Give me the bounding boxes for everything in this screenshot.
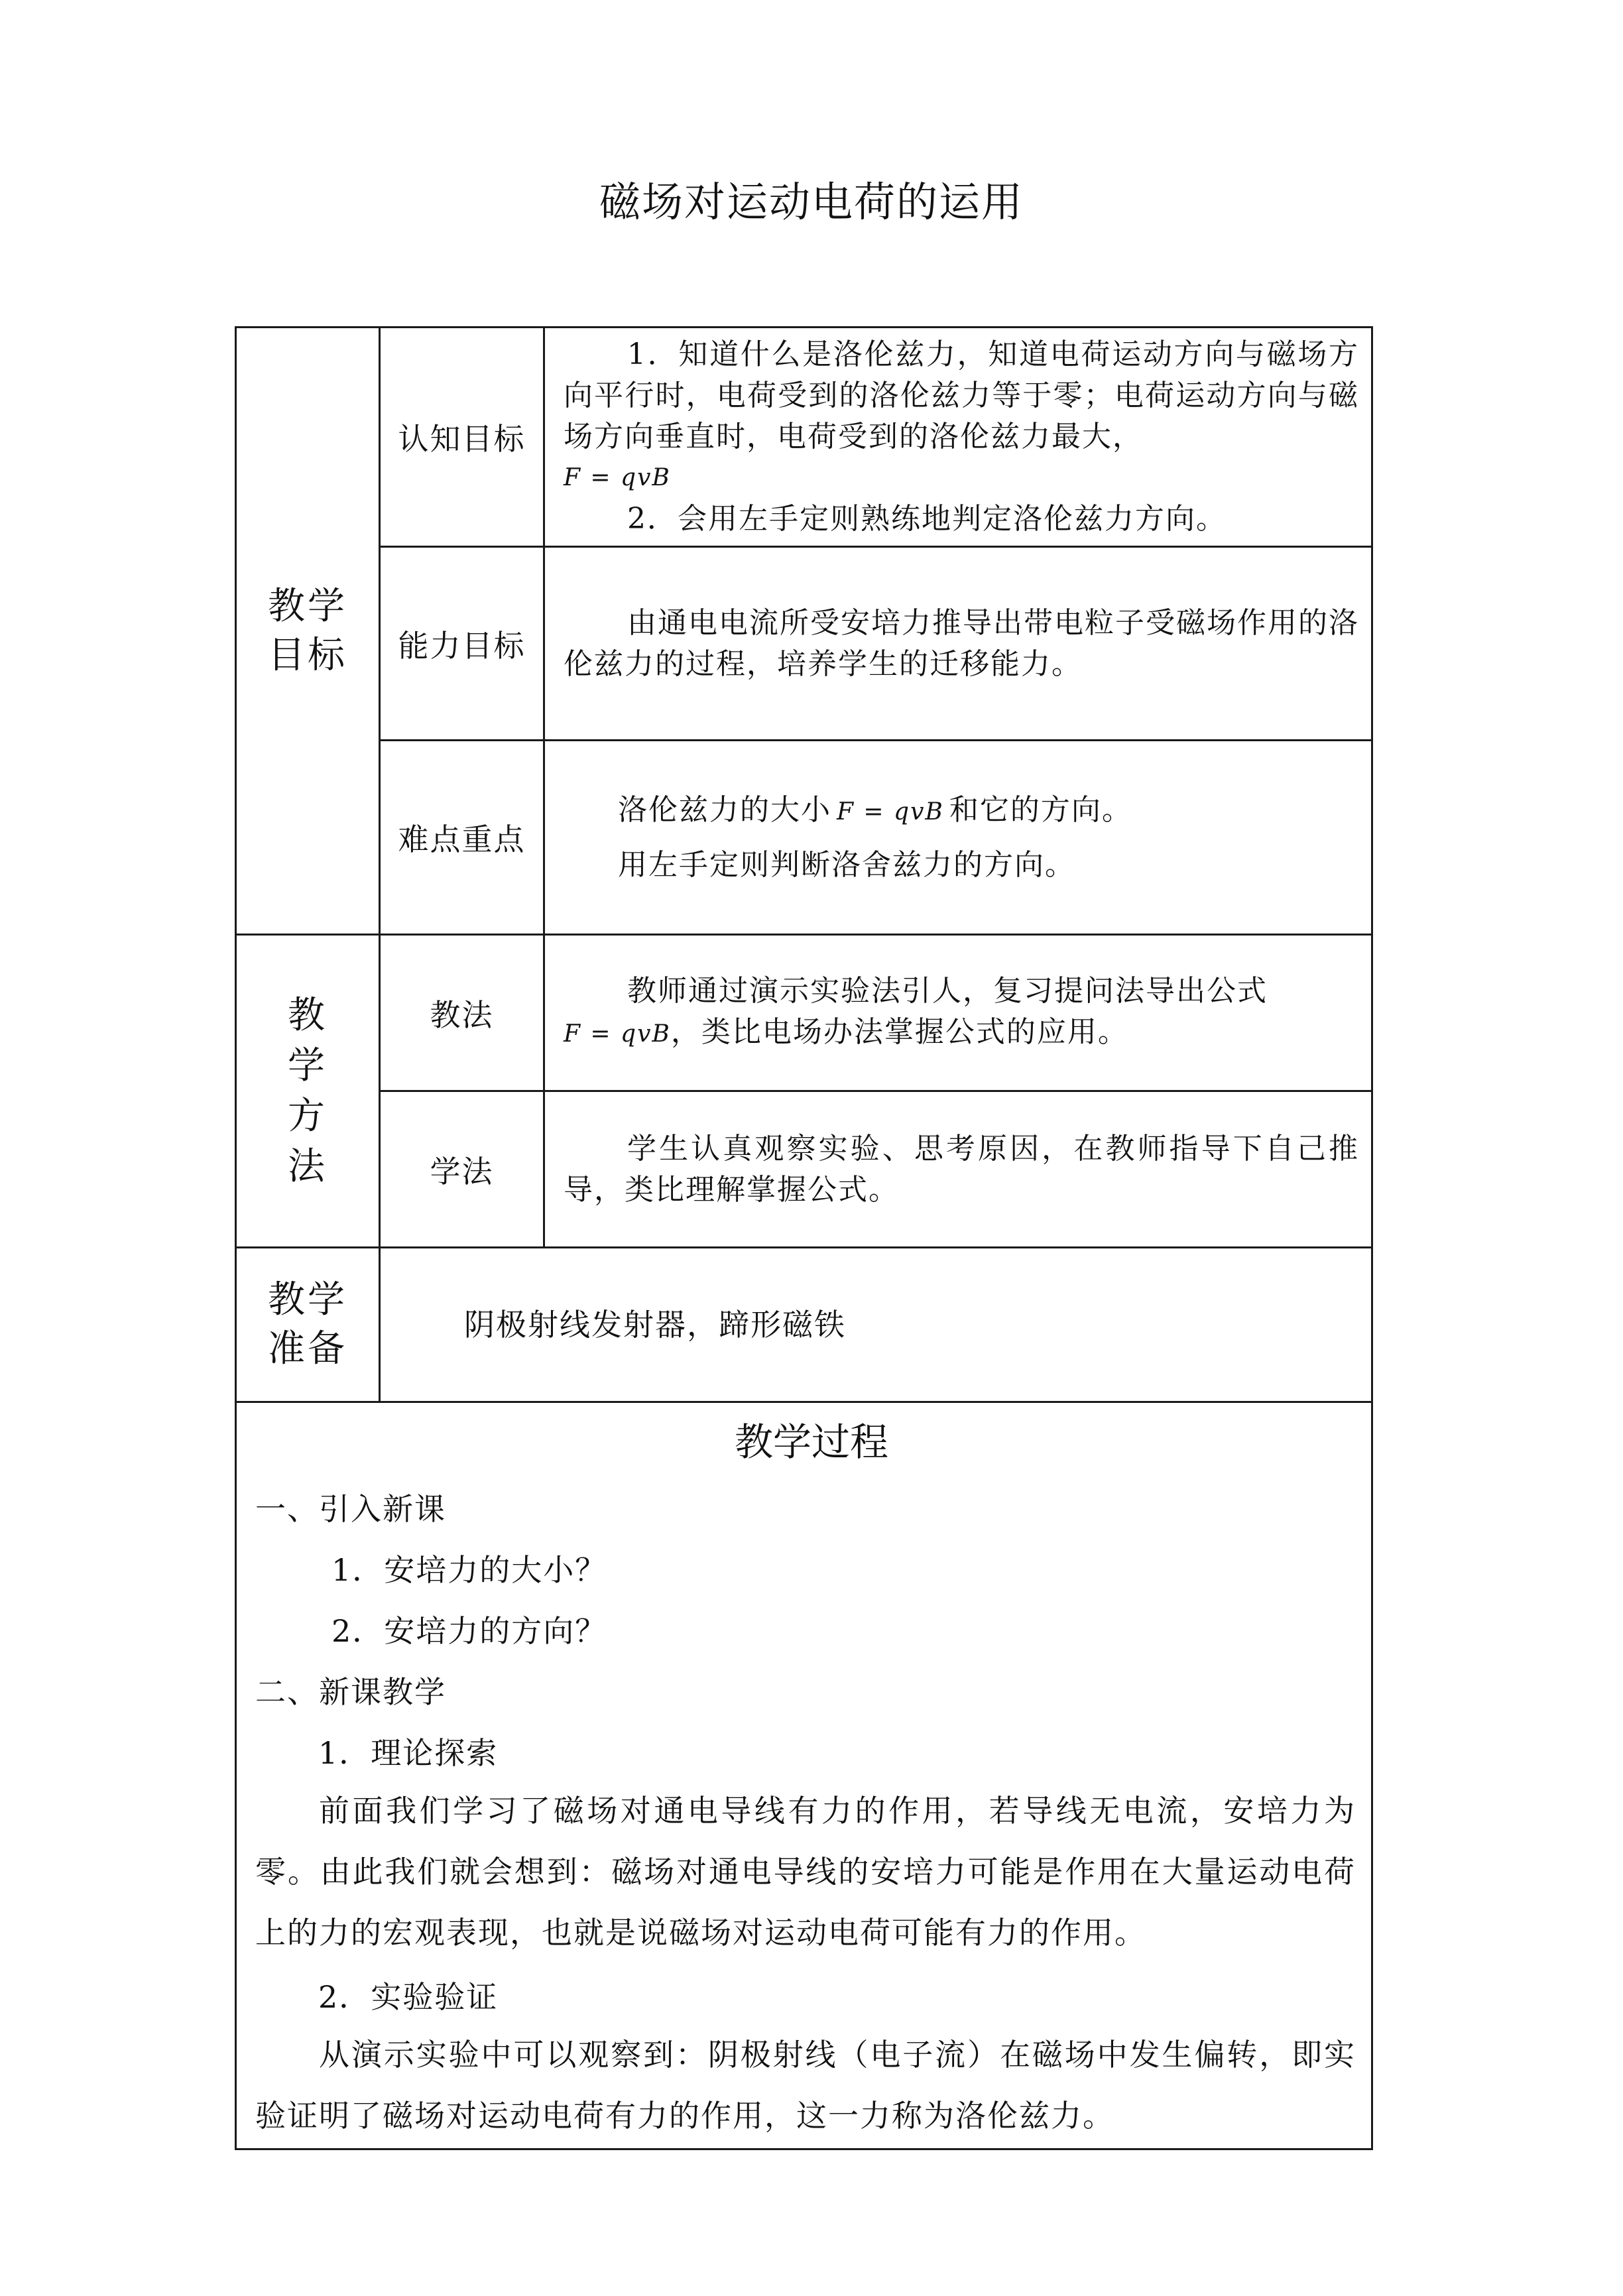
cognitive-goal-text-2: 2．会用左手定则熟练地判定洛伦兹力方向。 xyxy=(627,502,1227,536)
formula: F = qvB xyxy=(564,464,671,491)
methods-group-label: 教 学 方 法 xyxy=(288,993,328,1188)
page-title: 磁场对运动电荷的运用 xyxy=(599,178,1024,226)
cognitive-goal-content xyxy=(564,328,1359,546)
section-heading: 二、新课教学 xyxy=(255,1674,446,1710)
key-points-text-2: 和它的方向。 xyxy=(949,792,1132,827)
ability-goal-text: 由通电电流所受安培力推导出带电粒子受磁场作用的洛伦兹力的过程，培养学生的迁移能力。 xyxy=(564,605,1359,681)
preparation-label: 教学 准备 xyxy=(268,1278,347,1370)
teaching-method-label: 教法 xyxy=(430,997,494,1033)
preparation-text: 阴极射线发射器，蹄形磁铁 xyxy=(464,1307,846,1343)
formula: F = qvB xyxy=(837,798,944,825)
divider xyxy=(235,1401,1373,1403)
learning-method-label: 学法 xyxy=(430,1153,494,1189)
teaching-method-text: 教师通过演示实验法引人，复习提问法导出公式 xyxy=(627,974,1268,1008)
key-points-label: 难点重点 xyxy=(398,821,526,857)
subsection-heading: 2．实验验证 xyxy=(318,1979,499,2015)
subsection-heading: 1．理论探索 xyxy=(318,1735,499,1771)
formula: F = qvB xyxy=(564,1020,671,1048)
paragraph: 前面我们学习了磁场对通电导线有力的作用，若导线无电流，安培力为零。由此我们就会想到：磁场对通电导线的安培力可能是作用在大量运动电荷上的力的宏观表现，也就是说磁场对运动电荷可能有力的作用。 xyxy=(255,1793,1356,1951)
list-item: 2．安培力的方向？ xyxy=(331,1613,607,1649)
key-points-text-3: 用左手定则判断洛舍兹力的方向。 xyxy=(618,847,1075,882)
teaching-method-content xyxy=(564,936,1359,1090)
objectives-group-label: 教学目标 xyxy=(268,584,347,677)
key-points-text: 洛伦兹力的大小 xyxy=(618,792,831,827)
paragraph: 从演示实验中可以观察到：阴极射线（电子流）在磁场中发生偏转，即实验证明了磁场对运动电荷有力的作用，这一力称为洛伦兹力。 xyxy=(255,2037,1356,2134)
list-item: 1．安培力的大小？ xyxy=(331,1552,607,1588)
cognitive-goal-label: 认知目标 xyxy=(398,421,526,457)
divider xyxy=(543,326,545,1248)
section-heading: 一、引入新课 xyxy=(255,1491,446,1527)
ability-goal-label: 能力目标 xyxy=(398,627,526,664)
cognitive-goal-text: 1．知道什么是洛伦兹力，知道电荷运动方向与磁场方向平行时，电荷受到的洛伦兹力等于零；电荷运动方向与磁场方向垂直时，电荷受到的洛伦兹力最大， xyxy=(564,337,1359,453)
key-points-content xyxy=(564,741,1359,934)
teaching-method-text-2: ，类比电场办法掌握公式的应用。 xyxy=(670,1015,1128,1049)
learning-method-text: 学生认真观察实验、思考原因，在教师指导下自己推导，类比理解掌握公式。 xyxy=(564,1131,1359,1207)
process-title: 教学过程 xyxy=(734,1420,888,1465)
